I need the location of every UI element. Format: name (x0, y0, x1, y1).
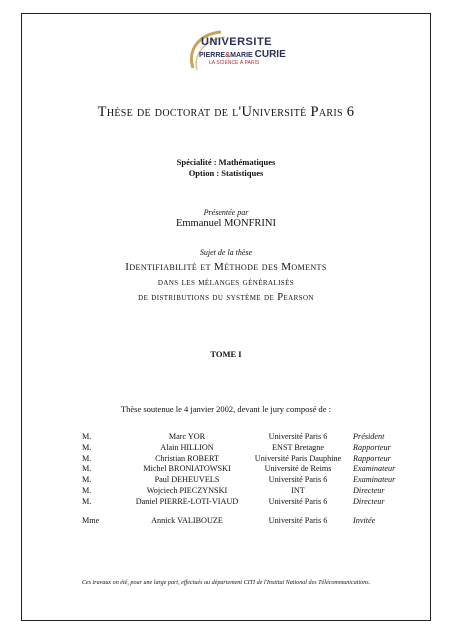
tome-label: TOME I (210, 349, 242, 359)
logo-line1: UNIVERSITE (201, 36, 273, 48)
jury-row (82, 443, 413, 454)
jury-title: Mme (82, 515, 100, 525)
jury-role: Rapporteur (353, 453, 391, 463)
jury-institution: Université de Reims (264, 464, 332, 474)
jury-institution: Université Paris Dauphine (254, 453, 342, 463)
jury-role: Examinateur (353, 464, 396, 474)
subject-line-2: dans les mélanges généralisés (157, 277, 295, 288)
jury-institution: ENST Bretagne (272, 442, 324, 452)
jury-name: Annick VALIBOUZE (151, 515, 223, 525)
jury-institution: Université Paris 6 (268, 496, 328, 506)
jury-name: Wojciech PIECZYNSKI (146, 485, 228, 495)
jury-name: Daniel PIERRE-LOTI-VIAUD (135, 496, 239, 506)
jury-row (82, 464, 413, 475)
jury-institution: Université Paris 6 (268, 475, 328, 485)
jury-name: Alain HILLION (160, 442, 214, 452)
jury-title: M. (82, 432, 92, 441)
jury-institution: Université Paris 6 (268, 515, 328, 525)
specialite: Spécialité : Mathématiques (176, 157, 276, 167)
jury-row (82, 432, 413, 443)
thesis-title: Thèse de doctorat de l'Université Paris 6 (97, 104, 355, 120)
logo-line2: PIERRE&MARIE CURIE (199, 49, 286, 60)
logo-line3: LA SCIENCE À PARIS (209, 60, 260, 66)
jury-row (82, 486, 413, 497)
author-name: Emmanuel MONFRINI (175, 218, 277, 229)
jury-name: Christian ROBERT (155, 453, 219, 463)
jury-role: Directeur (353, 485, 385, 495)
jury-name: Michel BRONIATOWSKI (143, 464, 231, 474)
jury-role: Directeur (353, 496, 385, 506)
defense-statement: Thèse soutenue le 4 janvier 2002, devant le jury composé de : (120, 404, 332, 414)
subject-line-1: Identifiabilité et Méthode des Moments (125, 261, 327, 273)
footer-note: Ces travaux on été, pour une large part, effectués au département CITI de l'Institut National des Télécommunications. (81, 580, 371, 586)
jury-title: M. (82, 442, 92, 452)
jury-title: M. (82, 485, 92, 495)
jury-title: M. (82, 464, 92, 474)
jury-name: Paul DEHEUVELS (154, 475, 220, 485)
jury-table (82, 432, 413, 526)
option: Option : Statistiques (188, 168, 264, 178)
jury-row-invited (82, 516, 413, 527)
jury-title: M. (82, 453, 92, 463)
presentee-label: Présentée par (203, 208, 249, 217)
subject-label: Sujet de la thèse (199, 248, 253, 257)
jury-role: Président (353, 432, 385, 441)
jury-role: Examinateur (353, 475, 396, 485)
jury-title: M. (82, 496, 92, 506)
jury-institution: INT (291, 485, 305, 495)
subject-line-3: de distributions du système de Pearson (138, 292, 314, 303)
university-logo (185, 28, 286, 76)
jury-title: M. (82, 475, 92, 485)
jury-institution: Université Paris 6 (268, 432, 328, 441)
jury-row (82, 475, 413, 486)
jury-row (82, 497, 413, 508)
jury-name: Marc YOR (168, 432, 206, 441)
jury-role: Rapporteur (353, 442, 391, 452)
jury-role: Invitée (353, 515, 376, 525)
jury-spacer (82, 508, 413, 516)
jury-row (82, 454, 413, 465)
